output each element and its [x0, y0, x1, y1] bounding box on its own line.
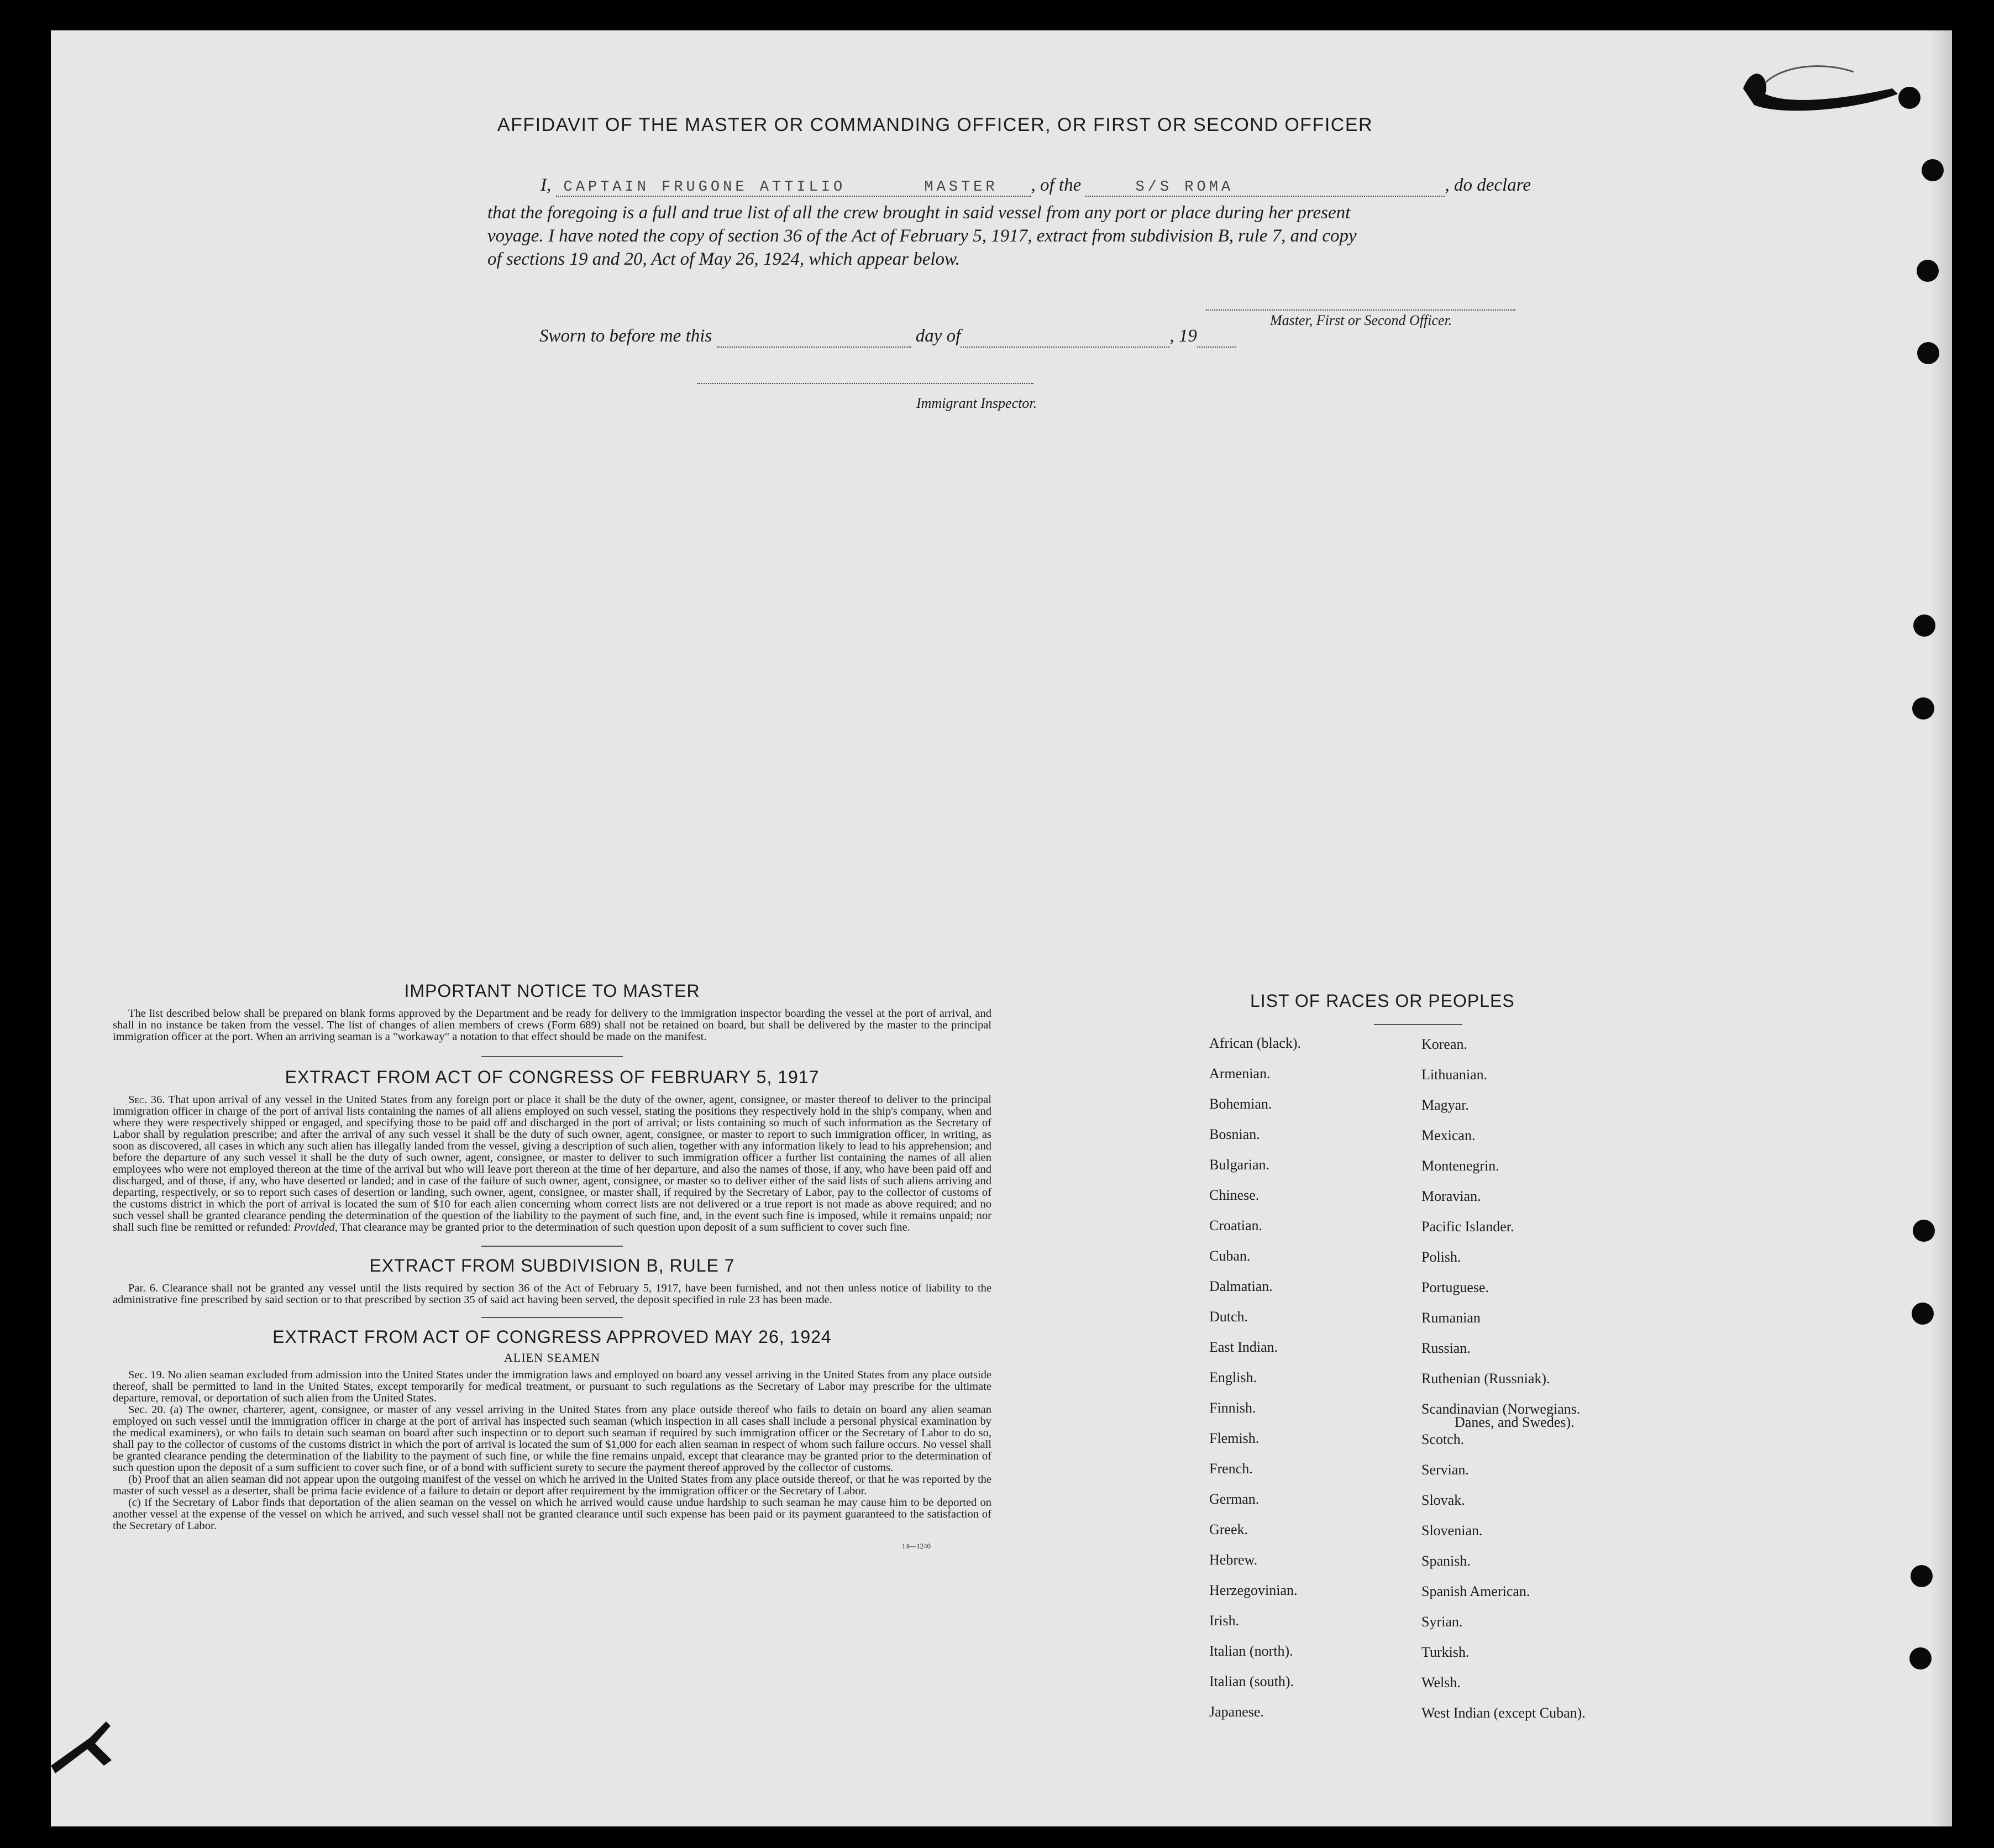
race-item: Italian (south).	[1209, 1673, 1294, 1689]
race-item: Mexican.	[1421, 1127, 1476, 1143]
divider	[481, 1317, 623, 1318]
proviso-label: Provided,	[293, 1221, 338, 1233]
master-name-value: CAPTAIN FRUGONE ATTILIO	[563, 179, 846, 196]
extract-1924-title: EXTRACT FROM ACT OF CONGRESS APPROVED MAY 26, 1924	[272, 1327, 832, 1347]
sworn-line	[539, 326, 1236, 348]
race-item: Syrian.	[1421, 1614, 1463, 1630]
race-item: Slovak.	[1421, 1492, 1465, 1508]
race-item: Polish.	[1421, 1249, 1461, 1265]
race-item: Irish.	[1209, 1613, 1240, 1629]
race-item: Magyar.	[1421, 1097, 1469, 1113]
extract-1917-text	[113, 1094, 991, 1233]
extract-rule7-text: Par. 6. Clearance shall not be granted any vessel until the lists required by section 36 of the Act of February 5, 1917, have been furnished, and not then unless notice of liability to the administrative fine prescribed by said section or to that prescribed by section 35 of said act having been served, the deposit specified in rule 23 has been made.	[113, 1282, 991, 1306]
race-item: Bosnian.	[1209, 1126, 1260, 1142]
punch-hole	[1911, 1565, 1933, 1587]
race-item: Ruthenian (Russniak).	[1421, 1371, 1550, 1387]
race-item: Portuguese.	[1421, 1279, 1489, 1295]
race-item: Bulgarian.	[1209, 1157, 1270, 1173]
race-item: Slovenian.	[1421, 1523, 1483, 1539]
race-item: Rumanian	[1421, 1310, 1481, 1326]
race-item: French.	[1209, 1461, 1253, 1477]
page-edge-shadow	[1930, 30, 1952, 1826]
race-item: Herzegovinian.	[1209, 1582, 1298, 1598]
master-rank-value: MASTER	[924, 179, 998, 196]
race-item: Dalmatian.	[1209, 1278, 1273, 1294]
sworn-label: Sworn to before me this	[539, 326, 712, 346]
affidavit-title: AFFIDAVIT OF THE MASTER OR COMMANDING OFFICER, OR FIRST OR SECOND OFFICER	[497, 114, 1373, 135]
sworn-month-field[interactable]	[961, 326, 1169, 348]
divider	[481, 1246, 623, 1247]
of-the-label: , of the	[1031, 175, 1082, 195]
race-item: Flemish.	[1209, 1430, 1260, 1446]
affidavit-line-4: of sections 19 and 20, Act of May 26, 1924, which appear below.	[487, 249, 960, 269]
race-item: Bohemian.	[1209, 1096, 1272, 1112]
race-item: Scotch.	[1421, 1431, 1465, 1447]
section-19-text: Sec. 19. No alien seaman excluded from admission into the United States under the immigration laws and employed on board any vessel arriving in the United States from any place outside thereof, shall be permitted to land in the United States, except temporarily for medical treatment, or pursuant to such regulations as the Secretary of Labor may prescribe for the ultimate departure, removal, or deportation of such alien from the United States.	[113, 1369, 991, 1404]
vessel-name-value: S/S ROMA	[1135, 179, 1234, 196]
corner-stain-mark	[1732, 55, 1931, 133]
race-item: Welsh.	[1421, 1674, 1461, 1691]
race-item: Cuban.	[1209, 1248, 1251, 1264]
race-item: Hebrew.	[1209, 1552, 1258, 1568]
race-item: African (black).	[1209, 1035, 1302, 1051]
notices-column	[113, 981, 991, 1551]
race-item: East Indian.	[1209, 1339, 1278, 1355]
section-20b-text: (b) Proof that an alien seaman did not appear upon the outgoing manifest of the vessel on which he arrived in the United States from any place outside thereof, or that he was reported by the master of such vessel as a deserter, shall be prima facie evidence of a failure to detain or deport after requirement by the immigration officer or the Secretary of Labor.	[113, 1473, 991, 1497]
vessel-name-field[interactable]	[1085, 179, 1445, 197]
race-item: Russian.	[1421, 1340, 1471, 1356]
race-item: Spanish.	[1421, 1553, 1471, 1569]
race-item: English.	[1209, 1369, 1257, 1385]
year-label: , 19	[1169, 326, 1197, 346]
extract-rule7-title: EXTRACT FROM SUBDIVISION B, RULE 7	[369, 1256, 735, 1275]
affidavit-i: I,	[541, 175, 552, 195]
race-item: Japanese.	[1209, 1704, 1264, 1720]
inspector-label: Immigrant Inspector.	[916, 395, 1037, 411]
day-of-label: day of	[915, 326, 961, 346]
race-item: Armenian.	[1209, 1065, 1271, 1082]
race-item: Dutch.	[1209, 1309, 1248, 1325]
race-item: Italian (north).	[1209, 1643, 1293, 1659]
extract-1917-title: EXTRACT FROM ACT OF CONGRESS OF FEBRUARY 5, 1917	[285, 1067, 820, 1087]
race-item: Spanish American.	[1421, 1583, 1530, 1599]
race-item: Croatian.	[1209, 1217, 1263, 1233]
affidavit-line-3: voyage. I have noted the copy of section 36 of the Act of February 5, 1917, extract from subdivision B, rule 7, and copy	[487, 226, 1357, 246]
section-36-body: That upon arrival of any vessel in the United States from any foreign port or place it shall be the duty of the owner, agent, consignee, or master thereof to deliver to the principal immigration officer in charge of the port of arrival lists containing the names of all aliens employed on such vessel, stating the positions they respectively hold in the ship's company, when and where they were respectively shipped or engaged, and specifying those to be paid off and discharged in the port of arrival; or lists containing so much of such information as the Secretary of Labor shall by regulation prescribe; and after the arrival of any such vessel it shall be the duty of such owner, agent, consignee, or master to report to such immigration officer, in writing, as soon as discovered, all cases in which any such alien has illegally landed from the vessel, giving a description of such alien, together with any information likely to lead to his apprehension; and before the departure of any such vessel it shall be the duty of such owner, agent, consignee, or master to deliver to such immigration officer a further list containing the names of all alien employees who were not employed thereon at the time of the arrival but who will leave port thereon at the time of her departure, and also the names of those, if any, who have been paid off and discharged, and of those, if any, who have deserted or landed; and in case of the failure of such owner, agent, consignee, or master so to deliver either of the said lists of such aliens arriving and departing, respectively, or so to report such cases of desertion or landing, such owner, agent, consignee, or master shall, if required by the Secretary of Labor, pay to the collector of customs of the customs district in which the port of arrival is located the sum of $10 for each alien concerning whom correct lists are not delivered or a true report is not made as above required; and no such vessel shall be granted clearance pending the determination of the question of the liability to the payment of such fine, and, in the event such fine is imposed, while it remains unpaid; nor shall such fine be remitted or refunded:	[113, 1094, 991, 1233]
races-title: LIST OF RACES OR PEOPLES	[1250, 991, 1515, 1011]
race-item: Chinese.	[1209, 1187, 1260, 1203]
affidavit-line-1	[541, 175, 1618, 197]
race-item: Korean.	[1421, 1036, 1468, 1052]
do-declare-label: , do declare	[1445, 175, 1531, 195]
notice-text: The list described below shall be prepared on blank forms approved by the Department and be ready for delivery to the immigration inspector boarding the vessel at the port of arrival, and shall in no instance be taken from the vessel. The list of changes of alien members of crews (Form 689) shall not be retained on board, but shall be delivered by the master to the principal immigration officer at the port. When an arriving seaman is a "workaway" a notation to that effect should be made on the manifest.	[113, 1007, 991, 1043]
race-item: Scandinavian (Norwegians.	[1421, 1401, 1581, 1417]
inspector-signature-line[interactable]	[697, 383, 1033, 384]
section-20c-text: (c) If the Secretary of Labor finds that deportation of the alien seaman on the vessel on which he arrived would cause undue hardship to such seaman he may cause him to be deported on another vessel at the expense of the vessel on which he arrived, and such vessel shall not be granted clearance until such expense has been paid or its payment guaranteed to the satisfaction of the Secretary of Labor.	[113, 1497, 991, 1532]
race-item-continuation: Danes, and Swedes).	[1455, 1414, 1575, 1430]
race-item: Greek.	[1209, 1521, 1248, 1537]
section-36-label: Sec. 36.	[128, 1094, 165, 1106]
punch-hole	[1909, 1647, 1932, 1670]
document-page	[51, 30, 1952, 1826]
divider	[481, 1056, 623, 1057]
race-item: German.	[1209, 1491, 1260, 1507]
divider	[1374, 1024, 1462, 1025]
sworn-date-field[interactable]	[717, 326, 911, 348]
race-item: West Indian (except Cuban).	[1421, 1705, 1586, 1721]
race-item: Lithuanian.	[1421, 1067, 1488, 1083]
notice-title: IMPORTANT NOTICE TO MASTER	[404, 981, 700, 1001]
master-name-field[interactable]	[556, 179, 1031, 197]
master-signature-line[interactable]	[1206, 309, 1515, 311]
master-signature-label: Master, First or Second Officer.	[1270, 312, 1452, 328]
sworn-year-field[interactable]	[1197, 326, 1236, 348]
race-item: Montenegrin.	[1421, 1158, 1499, 1174]
corner-clip-mark	[51, 1716, 128, 1782]
race-item: Moravian.	[1421, 1188, 1481, 1204]
race-item: Turkish.	[1421, 1644, 1470, 1660]
proviso-text: That clearance may be granted prior to the determination of such question upon deposit of a sum sufficient to cover such fine.	[340, 1221, 910, 1233]
alien-seamen-subtitle: ALIEN SEAMEN	[504, 1351, 600, 1364]
race-item: Servian.	[1421, 1462, 1469, 1478]
affidavit-line-2: that the foregoing is a full and true list of all the crew brought in said vessel from any port or place during her present	[487, 203, 1351, 223]
form-number: 14—1240	[902, 1542, 931, 1550]
section-20a-text: Sec. 20. (a) The owner, charterer, agent, consignee, or master of any vessel arriving in the United States from any place outside thereof who fails to detain on board any alien seaman employed on such vessel until the immigration officer in charge at the port of arrival has inspected such seaman (which inspection in all cases shall include a personal physical examination by the medical examiners), or who fails to detain such seaman on board after such inspection or to deport such seaman if required by such immigration officer or the Secretary of Labor to do so, shall pay to the collector of customs of the customs district in which the port of arrival is located the sum of $1,000 for each alien seaman in respect of whom such failure occurs. No vessel shall be granted clearance pending the determination of the liability to the payment of such fine, or while the fine remains unpaid, except that clearance may be granted prior to the determination of such question upon the deposit of a sum sufficient to cover such fine, or of a bond with sufficient surety to secure the payment thereof approved by the collector of customs.	[113, 1404, 991, 1474]
race-item: Pacific Islander.	[1421, 1219, 1514, 1235]
race-item: Finnish.	[1209, 1400, 1256, 1416]
